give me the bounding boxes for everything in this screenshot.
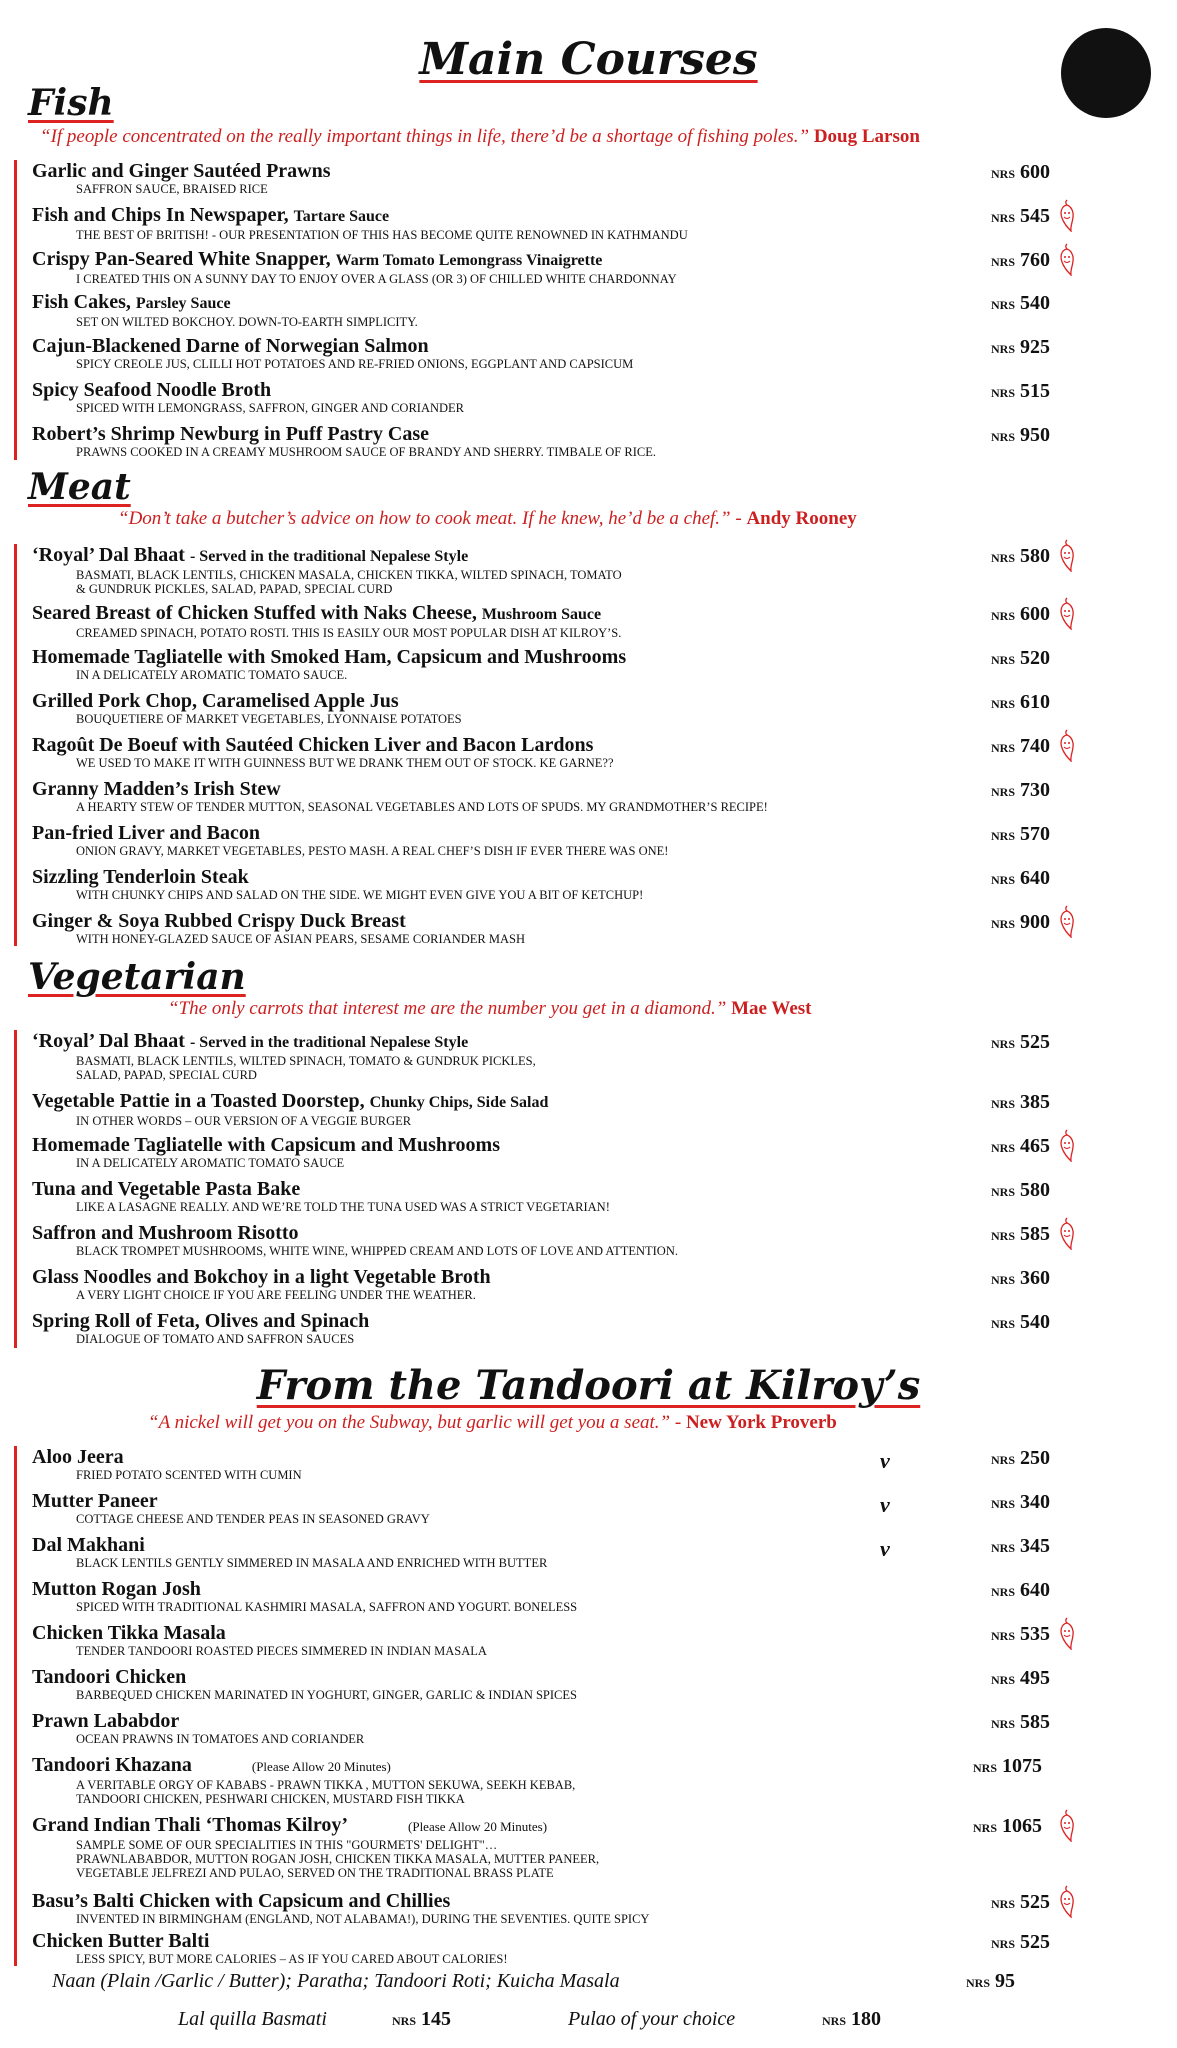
price-value: 525 <box>1020 1931 1050 1953</box>
price-value: 580 <box>1020 1179 1050 1201</box>
quote-text: “If people concentrated on the really important things in life, there’d be a shortage of fishing poles.” <box>40 126 810 147</box>
item-name: Homemade Tagliatelle with Capsicum and Mushrooms <box>32 1134 500 1156</box>
item-description: SPICY CREOLE JUS, CLILLI HOT POTATOES AND RE-FRIED ONIONS, EGGPLANT AND CAPSICUM <box>76 357 634 371</box>
price-value: 1065 <box>1002 1815 1042 1837</box>
item-subtitle: Mushroom Sauce <box>481 606 602 623</box>
currency-label: NRS <box>990 1037 1015 1051</box>
item-price <box>940 1623 1050 1646</box>
item-name: Ragoût De Boeuf with Sautéed Chicken Liver and Bacon Lardons <box>32 734 594 756</box>
price-value: 525 <box>1020 1891 1050 1913</box>
menu-item <box>32 1178 1032 1214</box>
item-title-line <box>32 822 1032 844</box>
item-name: Ginger & Soya Rubbed Crispy Duck Breast <box>32 910 406 932</box>
item-price <box>940 424 1050 447</box>
menu-item <box>32 379 1032 415</box>
item-title-line <box>32 1090 1032 1114</box>
item-title-line <box>32 1666 1032 1688</box>
chili-face-icon <box>1058 1128 1076 1162</box>
currency-label: NRS <box>990 1453 1015 1467</box>
menu-item <box>32 1090 1032 1128</box>
breads-price <box>966 1970 1015 1993</box>
menu-item <box>32 248 1032 286</box>
price-value: 145 <box>421 2008 452 2030</box>
price-value: 525 <box>1020 1031 1050 1053</box>
item-name: Chicken Butter Balti <box>32 1930 210 1952</box>
currency-label: NRS <box>990 785 1015 799</box>
item-description: IN OTHER WORDS – OUR VERSION OF A VEGGIE BURGER <box>76 1114 412 1128</box>
item-name: Mutton Rogan Josh <box>32 1578 201 1600</box>
item-price <box>932 1815 1042 1838</box>
currency-label: NRS <box>966 1976 991 1990</box>
section-heading-tandoori: From the Tandoori at Kilroy’s <box>256 1362 921 1409</box>
price-value: 600 <box>1020 603 1050 625</box>
section-heading-fish: Fish <box>28 82 114 124</box>
item-description: SET ON WILTED BOKCHOY. DOWN-TO-EARTH SIMPLICITY. <box>76 315 418 329</box>
rice-price <box>822 2008 881 2031</box>
price-value: 730 <box>1020 779 1050 801</box>
item-title-line <box>32 248 1032 272</box>
menu-item <box>32 423 1032 459</box>
item-subtitle: Warm Tomato Lemongrass Vinaigrette <box>335 252 603 269</box>
price-value: 515 <box>1020 380 1050 402</box>
quote-text: “A nickel will get you on the Subway, but garlic will get you a seat.” - <box>148 1412 682 1433</box>
item-description: LESS SPICY, BUT MORE CALORIES – AS IF YOU CARED ABOUT CALORIES! <box>76 1952 508 1966</box>
currency-label: NRS <box>990 211 1015 225</box>
item-name: Cajun-Blackened Darne of Norwegian Salmon <box>32 335 429 357</box>
price-value: 640 <box>1020 867 1050 889</box>
item-description: SAMPLE SOME OF OUR SPECIALITIES IN THIS "GOURMETS' DELIGHT"… PRAWNLABABDOR, MUTTON ROGAN JOSH, CHICKEN TIKKA MASALA, MUTTER PANEER, VEGETABLE JELFREZI AND PULAO, SERVED ON THE TRADITIONAL BRASS PLATE <box>76 1838 600 1880</box>
price-value: 950 <box>1020 424 1050 446</box>
black-circle-badge <box>1061 28 1151 118</box>
quote-text: “The only carrots that interest me are the number you get in a diamond.” <box>168 998 727 1019</box>
item-description: OCEAN PRAWNS IN TOMATOES AND CORIANDER <box>76 1732 365 1746</box>
price-value: 465 <box>1020 1135 1050 1157</box>
item-name: Spicy Seafood Noodle Broth <box>32 379 272 401</box>
price-value: 600 <box>1020 161 1050 183</box>
item-name: Spring Roll of Feta, Olives and Spinach <box>32 1310 370 1332</box>
menu-item <box>32 690 1032 726</box>
item-description: LIKE A LASAGNE REALLY. AND WE’RE TOLD THE TUNA USED WAS A STRICT VEGETARIAN! <box>76 1200 610 1214</box>
chili-face-icon <box>1058 596 1076 630</box>
price-value: 545 <box>1020 205 1050 227</box>
currency-label: NRS <box>990 1097 1015 1111</box>
chili-face-icon <box>1058 728 1076 762</box>
item-name: Grand Indian Thali ‘Thomas Kilroy’ <box>32 1814 349 1836</box>
item-title-line <box>32 1890 1032 1912</box>
item-price <box>940 1135 1050 1158</box>
price-value: 760 <box>1020 249 1050 271</box>
section-accent-bar <box>14 1446 17 1966</box>
currency-label: NRS <box>990 1273 1015 1287</box>
item-price <box>940 249 1050 272</box>
page-title: Main Courses <box>419 34 758 85</box>
item-description: COTTAGE CHEESE AND TENDER PEAS IN SEASONED GRAVY <box>76 1512 430 1526</box>
quote-author: Mae West <box>731 998 812 1019</box>
currency-label: NRS <box>990 342 1015 356</box>
currency-label: NRS <box>972 1761 997 1775</box>
item-title-line <box>32 379 1032 401</box>
price-value: 520 <box>1020 647 1050 669</box>
item-name: ‘Royal’ Dal Bhaat <box>32 544 185 566</box>
item-title-line <box>32 544 1032 568</box>
item-name: Fish and Chips In Newspaper, <box>32 204 289 226</box>
item-price <box>940 1091 1050 1114</box>
menu-item <box>32 1622 1032 1658</box>
item-description: CREAMED SPINACH, POTATO ROSTI. THIS IS EASILY OUR MOST POPULAR DISH AT KILROY’S. <box>76 626 622 640</box>
item-name: Mutter Paneer <box>32 1490 158 1512</box>
price-value: 360 <box>1020 1267 1050 1289</box>
currency-label: NRS <box>990 697 1015 711</box>
menu-item <box>32 1310 1032 1346</box>
vegetarian-icon: ν <box>880 1448 890 1473</box>
section-heading-vegetarian: Vegetarian <box>28 956 246 998</box>
menu-item <box>32 1814 1032 1880</box>
item-name: Crispy Pan-Seared White Snapper, <box>32 248 331 270</box>
currency-label: NRS <box>990 1141 1015 1155</box>
menu-item <box>32 910 1032 946</box>
currency-label: NRS <box>990 1541 1015 1555</box>
price-value: 250 <box>1020 1447 1050 1469</box>
currency-label: NRS <box>990 386 1015 400</box>
item-title-line <box>32 423 1032 445</box>
section-accent-bar <box>14 1030 17 1348</box>
item-description: WITH CHUNKY CHIPS AND SALAD ON THE SIDE. WE MIGHT EVEN GIVE YOU A BIT OF KETCHUP! <box>76 888 644 902</box>
menu-item <box>32 1890 1032 1926</box>
item-description: WITH HONEY-GLAZED SAUCE OF ASIAN PEARS, SESAME CORIANDER MASH <box>76 932 525 946</box>
vegetarian-icon: ν <box>880 1492 890 1517</box>
section-quote-tandoori <box>148 1412 837 1434</box>
item-description: BARBEQUED CHICKEN MARINATED IN YOGHURT, GINGER, GARLIC & INDIAN SPICES <box>76 1688 577 1702</box>
rice-option: Pulao of your choice <box>568 2008 736 2030</box>
price-value: 610 <box>1020 691 1050 713</box>
section-accent-bar <box>14 544 17 946</box>
currency-label: NRS <box>990 873 1015 887</box>
item-title-line <box>32 1178 1032 1200</box>
menu-item <box>32 160 1032 196</box>
price-value: 580 <box>1020 545 1050 567</box>
currency-label: NRS <box>990 1937 1015 1951</box>
menu-item <box>32 1134 1032 1170</box>
item-title-line <box>32 1310 1032 1332</box>
menu-item <box>32 1710 1032 1746</box>
price-value: 740 <box>1020 735 1050 757</box>
currency-label: NRS <box>990 255 1015 269</box>
currency-label: NRS <box>990 1497 1015 1511</box>
item-price <box>940 779 1050 802</box>
section-heading-meat: Meat <box>28 466 131 508</box>
section-quote-vegetarian <box>168 998 811 1020</box>
chili-face-icon <box>1058 1884 1076 1918</box>
currency-label: NRS <box>990 1185 1015 1199</box>
currency-label: NRS <box>990 1585 1015 1599</box>
price-value: 540 <box>1020 1311 1050 1333</box>
item-title-line <box>32 1266 1032 1288</box>
item-title-line <box>32 1134 1032 1156</box>
item-title-line <box>32 690 1032 712</box>
item-price <box>940 1031 1050 1054</box>
item-price <box>940 1711 1050 1734</box>
menu-item <box>32 646 1032 682</box>
item-title-line <box>32 1030 1032 1054</box>
item-price <box>932 1755 1042 1778</box>
item-name: Homemade Tagliatelle with Smoked Ham, Capsicum and Mushrooms <box>32 646 627 668</box>
item-name: Tandoori Chicken <box>32 1666 187 1688</box>
section-accent-bar <box>14 160 17 460</box>
menu-item <box>32 866 1032 902</box>
quote-author: Doug Larson <box>813 126 920 147</box>
item-title-line <box>32 646 1032 668</box>
menu-item <box>32 1222 1032 1258</box>
item-name: Tandoori Khazana <box>32 1754 192 1776</box>
item-description: A HEARTY STEW OF TENDER MUTTON, SEASONAL VEGETABLES AND LOTS OF SPUDS. MY GRANDMOTHER’S RECIPE! <box>76 800 768 814</box>
price-value: 345 <box>1020 1535 1050 1557</box>
item-description: A VERY LIGHT CHOICE IF YOU ARE FEELING UNDER THE WEATHER. <box>76 1288 476 1302</box>
price-value: 585 <box>1020 1223 1050 1245</box>
menu-item <box>32 822 1032 858</box>
price-value: 180 <box>851 2008 882 2030</box>
rice-option: Lal quilla Basmati <box>178 2008 327 2030</box>
chili-face-icon <box>1058 1216 1076 1250</box>
item-price <box>940 205 1050 228</box>
item-name: Pan-fried Liver and Bacon <box>32 822 260 844</box>
item-description: WE USED TO MAKE IT WITH GUINNESS BUT WE DRANK THEM OUT OF STOCK. KE GARNE?? <box>76 756 614 770</box>
item-description: THE BEST OF BRITISH! - OUR PRESENTATION OF THIS HAS BECOME QUITE RENOWNED IN KATHMANDU <box>76 228 688 242</box>
price-value: 1075 <box>1002 1755 1042 1777</box>
section-quote-meat <box>118 508 857 530</box>
item-description: BLACK LENTILS GENTLY SIMMERED IN MASALA AND ENRICHED WITH BUTTER <box>76 1556 548 1570</box>
item-title-line <box>32 910 1032 932</box>
item-price <box>940 647 1050 670</box>
item-price <box>940 1579 1050 1602</box>
chili-face-icon <box>1058 198 1076 232</box>
menu-item <box>32 1266 1032 1302</box>
currency-label: NRS <box>990 167 1015 181</box>
item-price <box>940 691 1050 714</box>
quote-author: Andy Rooney <box>746 508 857 529</box>
item-price <box>940 735 1050 758</box>
item-name: Vegetable Pattie in a Toasted Doorstep, <box>32 1090 365 1112</box>
item-description: INVENTED IN BIRMINGHAM (ENGLAND, NOT ALABAMA!), DURING THE SEVENTIES. QUITE SPICY <box>76 1912 650 1926</box>
item-description: BASMATI, BLACK LENTILS, CHICKEN MASALA, CHICKEN TIKKA, WILTED SPINACH, TOMATO & GUNDRUK PICKLES, SALAD, PAPAD, SPECIAL CURD <box>76 568 622 596</box>
item-description: SPICED WITH LEMONGRASS, SAFFRON, GINGER AND CORIANDER <box>76 401 465 415</box>
vegetarian-icon: ν <box>880 1536 890 1561</box>
item-title-line <box>32 1578 1032 1600</box>
item-name: Robert’s Shrimp Newburg in Puff Pastry Case <box>32 423 430 445</box>
chili-face-icon <box>1058 1808 1076 1842</box>
price-value: 340 <box>1020 1491 1050 1513</box>
item-price <box>940 1267 1050 1290</box>
item-title-line <box>32 602 1032 626</box>
menu-item <box>32 602 1032 640</box>
currency-label: NRS <box>990 1317 1015 1331</box>
currency-label: NRS <box>990 1717 1015 1731</box>
item-price <box>940 1223 1050 1246</box>
menu-item <box>32 1930 1032 1966</box>
item-title-line <box>32 335 1032 357</box>
item-price <box>940 292 1050 315</box>
item-title-line <box>32 1622 1032 1644</box>
chili-face-icon <box>1058 538 1076 572</box>
item-name: Dal Makhani <box>32 1534 145 1556</box>
price-value: 535 <box>1020 1623 1050 1645</box>
item-description: IN A DELICATELY AROMATIC TOMATO SAUCE <box>76 1156 345 1170</box>
item-title-line <box>32 204 1032 228</box>
menu-item <box>32 544 1032 596</box>
menu-item <box>32 1666 1032 1702</box>
item-title-line <box>32 1930 1032 1952</box>
item-price <box>940 545 1050 568</box>
item-description: BASMATI, BLACK LENTILS, WILTED SPINACH, TOMATO & GUNDRUK PICKLES, SALAD, PAPAD, SPECIAL CURD <box>76 1054 536 1082</box>
menu-item <box>32 778 1032 814</box>
currency-label: NRS <box>990 609 1015 623</box>
item-price <box>940 380 1050 403</box>
item-title-line <box>32 1814 1032 1838</box>
item-subtitle: - Served in the traditional Nepalese Style <box>189 1034 469 1051</box>
currency-label: NRS <box>392 2014 417 2028</box>
item-name: Garlic and Ginger Sautéed Prawns <box>32 160 331 182</box>
price-value: 640 <box>1020 1579 1050 1601</box>
currency-label: NRS <box>990 1897 1015 1911</box>
item-price <box>940 911 1050 934</box>
item-description: ONION GRAVY, MARKET VEGETABLES, PESTO MASH. A REAL CHEF’S DISH IF EVER THERE WAS ONE! <box>76 844 669 858</box>
item-price <box>940 1311 1050 1334</box>
currency-label: NRS <box>990 829 1015 843</box>
currency-label: NRS <box>990 741 1015 755</box>
item-title-line <box>32 1710 1032 1732</box>
price-value: 540 <box>1020 292 1050 314</box>
item-title-line <box>32 291 1032 315</box>
price-value: 585 <box>1020 1711 1050 1733</box>
menu-item <box>32 291 1032 329</box>
item-description: SPICED WITH TRADITIONAL KASHMIRI MASALA, SAFFRON AND YOGURT. BONELESS <box>76 1600 578 1614</box>
item-name: Grilled Pork Chop, Caramelised Apple Jus <box>32 690 399 712</box>
item-title-line <box>32 866 1032 888</box>
item-price <box>940 1535 1050 1558</box>
item-name: Tuna and Vegetable Pasta Bake <box>32 1178 301 1200</box>
item-name: Prawn Lababdor <box>32 1710 180 1732</box>
item-price <box>940 603 1050 626</box>
item-title-line <box>32 1754 1032 1778</box>
item-price <box>940 1931 1050 1954</box>
item-title-line <box>32 1222 1032 1244</box>
currency-label: NRS <box>990 1629 1015 1643</box>
item-price <box>940 1667 1050 1690</box>
item-price <box>940 1179 1050 1202</box>
currency-label: NRS <box>990 653 1015 667</box>
rice-price <box>392 2008 451 2031</box>
price-value: 900 <box>1020 911 1050 933</box>
currency-label: NRS <box>990 917 1015 931</box>
item-description: BLACK TROMPET MUSHROOMS, WHITE WINE, WHIPPED CREAM AND LOTS OF LOVE AND ATTENTION. <box>76 1244 678 1258</box>
item-subtitle: Parsley Sauce <box>135 295 231 312</box>
item-price <box>940 161 1050 184</box>
menu-item <box>32 734 1032 770</box>
price-value: 925 <box>1020 336 1050 358</box>
item-price <box>940 823 1050 846</box>
currency-label: NRS <box>972 1821 997 1835</box>
item-description: TENDER TANDOORI ROASTED PIECES SIMMERED IN INDIAN MASALA <box>76 1644 487 1658</box>
item-description: A VERITABLE ORGY OF KABABS - PRAWN TIKKA , MUTTON SEKUWA, SEEKH KEBAB, TANDOORI CHICKEN, PESHWARI CHICKEN, MUSTARD FISH TIKKA <box>76 1778 576 1806</box>
item-price <box>940 1891 1050 1914</box>
item-description: IN A DELICATELY AROMATIC TOMATO SAUCE. <box>76 668 348 682</box>
currency-label: NRS <box>990 430 1015 444</box>
currency-label: NRS <box>822 2014 847 2028</box>
item-name: ‘Royal’ Dal Bhaat <box>32 1030 185 1052</box>
price-value: 385 <box>1020 1091 1050 1113</box>
chili-face-icon <box>1058 1616 1076 1650</box>
menu-item <box>32 1578 1032 1614</box>
item-subtitle: - Served in the traditional Nepalese Style <box>189 548 469 565</box>
item-description: BOUQUETIERE OF MARKET VEGETABLES, LYONNAISE POTATOES <box>76 712 462 726</box>
item-note: (Please Allow 20 Minutes) <box>251 1759 391 1774</box>
item-name: Sizzling Tenderloin Steak <box>32 866 249 888</box>
currency-label: NRS <box>990 1229 1015 1243</box>
item-title-line <box>32 160 1032 182</box>
item-price <box>940 867 1050 890</box>
menu-item <box>32 1754 1032 1806</box>
price-value: 570 <box>1020 823 1050 845</box>
item-title-line <box>32 778 1032 800</box>
item-description: I CREATED THIS ON A SUNNY DAY TO ENJOY OVER A GLASS (OR 3) OF CHILLED WHITE CHARDONNAY <box>76 272 677 286</box>
currency-label: NRS <box>990 1673 1015 1687</box>
item-title-line <box>32 734 1032 756</box>
item-price <box>940 1447 1050 1470</box>
item-name: Chicken Tikka Masala <box>32 1622 226 1644</box>
item-note: (Please Allow 20 Minutes) <box>408 1819 548 1834</box>
menu-item <box>32 204 1032 242</box>
currency-label: NRS <box>990 298 1015 312</box>
item-name: Aloo Jeera <box>32 1446 124 1468</box>
price-value: 495 <box>1020 1667 1050 1689</box>
item-subtitle: Chunky Chips, Side Salad <box>369 1094 549 1111</box>
section-quote-fish <box>40 126 920 148</box>
item-name: Saffron and Mushroom Risotto <box>32 1222 299 1244</box>
item-description: DIALOGUE OF TOMATO AND SAFFRON SAUCES <box>76 1332 355 1346</box>
quote-text: “Don’t take a butcher’s advice on how to cook meat. If he knew, he’d be a chef.” - <box>118 508 742 529</box>
item-price <box>940 336 1050 359</box>
item-price <box>940 1491 1050 1514</box>
chili-face-icon <box>1058 242 1076 276</box>
menu-item <box>32 335 1032 371</box>
breads-line: Naan (Plain /Garlic / Butter); Paratha; Tandoori Roti; Kuicha Masala <box>52 1970 620 1992</box>
item-description: SAFFRON SAUCE, BRAISED RICE <box>76 182 268 196</box>
item-name: Granny Madden’s Irish Stew <box>32 778 281 800</box>
currency-label: NRS <box>990 551 1015 565</box>
item-name: Seared Breast of Chicken Stuffed with Naks Cheese, <box>32 602 477 624</box>
item-name: Fish Cakes, <box>32 291 131 313</box>
item-name: Glass Noodles and Bokchoy in a light Vegetable Broth <box>32 1266 491 1288</box>
item-subtitle: Tartare Sauce <box>293 208 390 225</box>
price-value: 95 <box>995 1970 1016 1992</box>
item-description: PRAWNS COOKED IN A CREAMY MUSHROOM SAUCE OF BRANDY AND SHERRY. TIMBALE OF RICE. <box>76 445 656 459</box>
menu-item <box>32 1030 1032 1082</box>
quote-author: New York Proverb <box>685 1412 837 1433</box>
chili-face-icon <box>1058 904 1076 938</box>
item-description: FRIED POTATO SCENTED WITH CUMIN <box>76 1468 302 1482</box>
item-name: Basu’s Balti Chicken with Capsicum and Chillies <box>32 1890 451 1912</box>
